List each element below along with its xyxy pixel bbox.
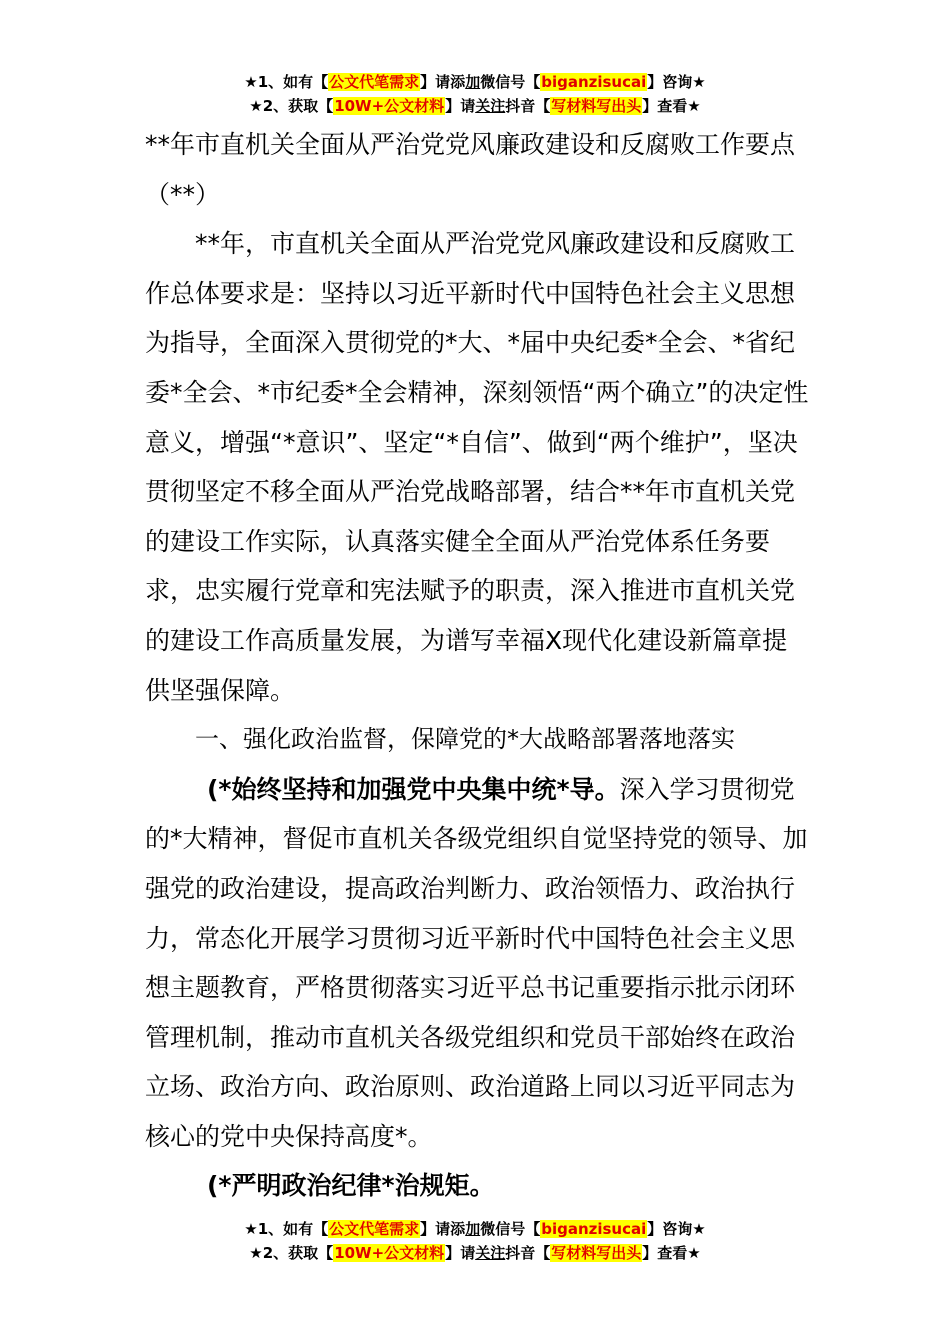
promo-text: 】查看★ <box>642 97 701 115</box>
promo-underline: 关注 <box>475 97 506 115</box>
promo-text: 抖音【 <box>505 97 551 115</box>
promo-text: 】请添 <box>420 73 466 91</box>
promo-text: 微信号【 <box>480 1220 541 1238</box>
promo-text: 】查看★ <box>642 1244 701 1262</box>
promo-highlight: 10W+公文材料 <box>334 97 445 115</box>
promo-highlight: biganzisucai <box>541 73 647 91</box>
document-body <box>145 120 810 1211</box>
subsection-paragraph <box>145 765 810 1162</box>
promo-line-1 <box>0 1217 950 1241</box>
promo-banner-bottom <box>0 1217 950 1265</box>
intro-paragraph: **年，市直机关全面从严治党党风廉政建设和反腐败工作总体要求是：坚持以习近平新时代中国特色社会主义思想为指导，全面深入贯彻党的*大、*届中央纪委*全会、*省纪委*全会、*市纪委*全会精神，深刻领悟“两个确立”的决定性意义，增强“*意识”、坚定“*自信”、做到“两个维护”，坚决贯彻坚定不移全面从严治党战略部署，结合**年市直机关党的建设工作实际，认真落实健全全面从严治党体系任务要求，忠实履行党章和宪法赋予的职责，深入推进市直机关党的建设工作高质量发展，为谱写幸福X现代化建设新篇章提供坚强保障。 <box>145 229 809 705</box>
section-heading: 一、强化政治监督，保障党的*大战略部署落地落实 <box>195 725 735 754</box>
subsection-body: 深入学习贯彻党的*大精神，督促市直机关各级党组织自觉坚持党的领导、加强党的政治建设，提高政治判断力、政治领悟力、政治执行力，常态化开展学习贯彻习近平新时代中国特色社会主义思想主题教育，严格贯彻落实习近平总书记重要指示批示闭环管理机制，推动市直机关各级党组织和党员干部始终在政治立场、政治方向、政治原则、政治道路上同以习近平同志为核心的党中央保持高度*。 <box>145 774 808 1151</box>
promo-text: ★2、获取【 <box>249 97 334 115</box>
promo-underline: 关注 <box>475 1244 506 1262</box>
promo-text: 】咨询★ <box>647 1220 706 1238</box>
promo-text: 】请 <box>445 1244 476 1262</box>
promo-underline: 加 <box>465 1220 481 1238</box>
subsection-heading: (*始终坚持和加强党中央集中统*导。 <box>207 774 620 804</box>
promo-text: 微信号【 <box>480 73 541 91</box>
promo-text: 】咨询★ <box>647 73 706 91</box>
promo-line-1 <box>0 70 950 94</box>
promo-highlight: 公文代笔需求 <box>329 73 420 91</box>
promo-line-2 <box>0 94 950 118</box>
promo-line-2 <box>0 1241 950 1265</box>
promo-text: 】请添 <box>420 1220 466 1238</box>
promo-text: 】请 <box>445 97 476 115</box>
promo-highlight: 10W+公文材料 <box>334 1244 445 1262</box>
subsection-heading: (*严明政治纪律*治规矩。 <box>207 1171 495 1201</box>
promo-banner-top <box>0 70 950 118</box>
promo-highlight: biganzisucai <box>541 1220 647 1238</box>
promo-highlight: 写材料写出头 <box>551 97 642 115</box>
promo-text: 抖音【 <box>505 1244 551 1262</box>
promo-text: ★1、如有【 <box>244 73 329 91</box>
promo-text: ★2、获取【 <box>249 1244 334 1262</box>
promo-highlight: 公文代笔需求 <box>329 1220 420 1238</box>
document-title: **年市直机关全面从严治党党风廉政建设和反腐败工作要点（**） <box>145 130 796 209</box>
promo-highlight: 写材料写出头 <box>551 1244 642 1262</box>
promo-underline: 加 <box>465 73 481 91</box>
promo-text: ★1、如有【 <box>244 1220 329 1238</box>
